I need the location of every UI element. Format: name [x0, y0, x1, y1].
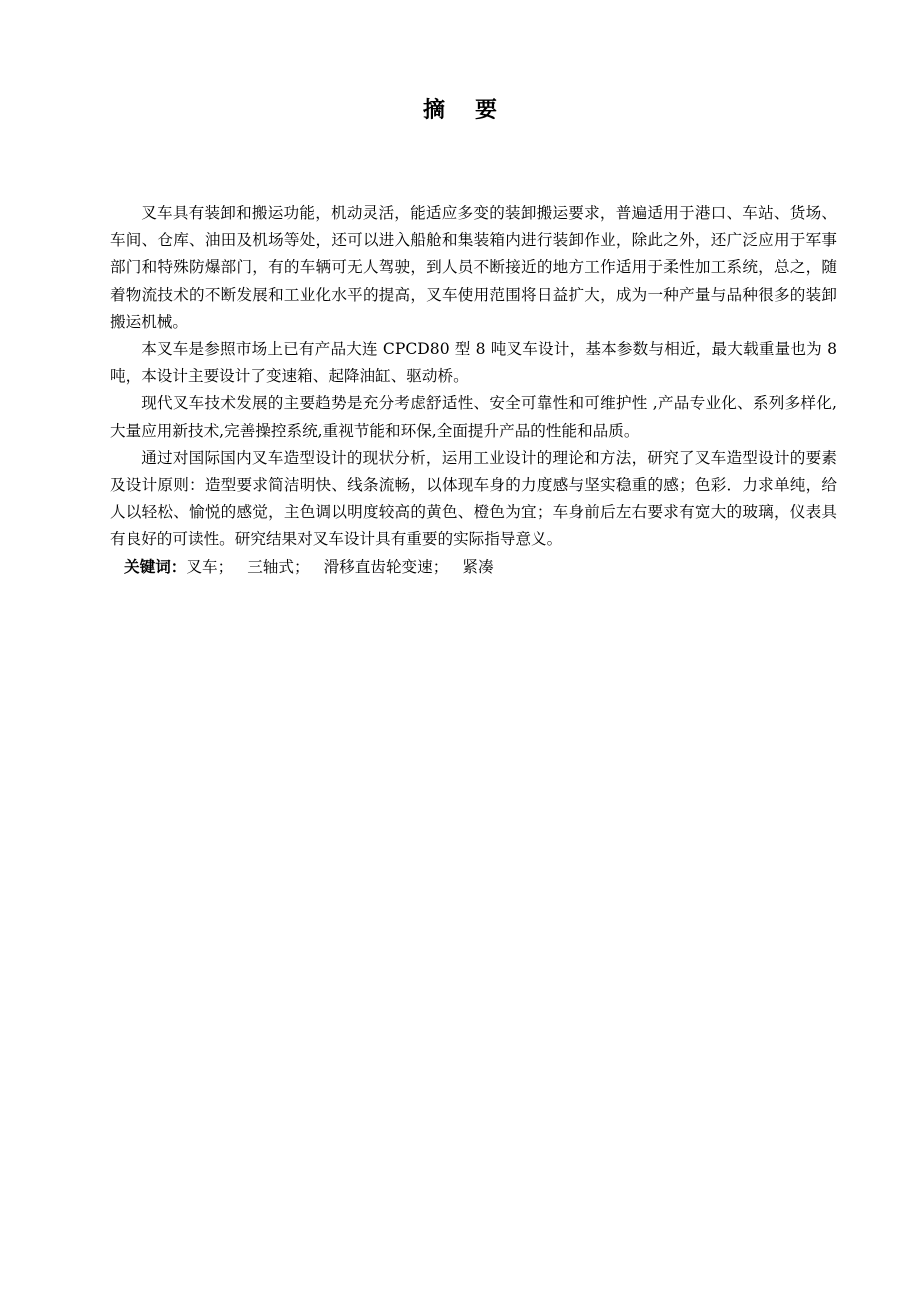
keywords-line — [110, 554, 837, 581]
abstract-paragraph-1: 叉车具有装卸和搬运功能，机动灵活，能适应多变的装卸搬运要求，普遍适用于港口、车站、货场、车间、仓库、油田及机场等处，还可以进入船舱和集装箱内进行装卸作业，除此之外，还广泛应用于军事部门和特殊防爆部门，有的车辆可无人驾驶，到人员不断接近的地方工作适用于柔性加工系统，总之，随着物流技术的不断发展和工业化水平的提高，叉车使用范围将日益扩大，成为一种产量与品种很多的装卸搬运机械。 — [110, 204, 837, 331]
keyword-item: 三轴式； — [247, 557, 310, 576]
abstract-paragraph-3: 现代叉车技术发展的主要趋势是充分考虑舒适性、安全可靠性和可维护性 ,产品专业化、系列多样化,大量应用新技术,完善操控系统,重视节能和环保,全面提升产品的性能和品质。 — [110, 394, 837, 440]
title-char-2: 要 — [475, 98, 498, 123]
keywords-label: 关键词： — [124, 557, 187, 576]
page-title — [0, 96, 920, 126]
abstract-paragraph-2: 本叉车是参照市场上已有产品大连 CPCD80 型 8 吨叉车设计，基本参数与相近，最大载重量也为 8 吨，本设计主要设计了变速箱、起降油缸、驱动桥。 — [110, 340, 837, 386]
keyword-item: 滑移直齿轮变速； — [323, 557, 449, 576]
keyword-item: 紧凑 — [462, 557, 494, 576]
keyword-item: 叉车； — [186, 557, 234, 576]
abstract-paragraph-4: 通过对国际国内叉车造型设计的现状分析，运用工业设计的理论和方法，研究了叉车造型设计的要素及设计原则：造型要求简洁明快、线条流畅，以体现车身的力度感与坚实稳重的感；色彩．力求单纯，给人以轻松、愉悦的感觉，主色调以明度较高的黄色、橙色为宜；车身前后左右要求有宽大的玻璃，仪表具有良好的可读性。研究结果对叉车设计具有重要的实际指导意义。 — [110, 448, 837, 549]
title-char-1: 摘 — [422, 98, 445, 123]
abstract-body — [110, 200, 837, 581]
